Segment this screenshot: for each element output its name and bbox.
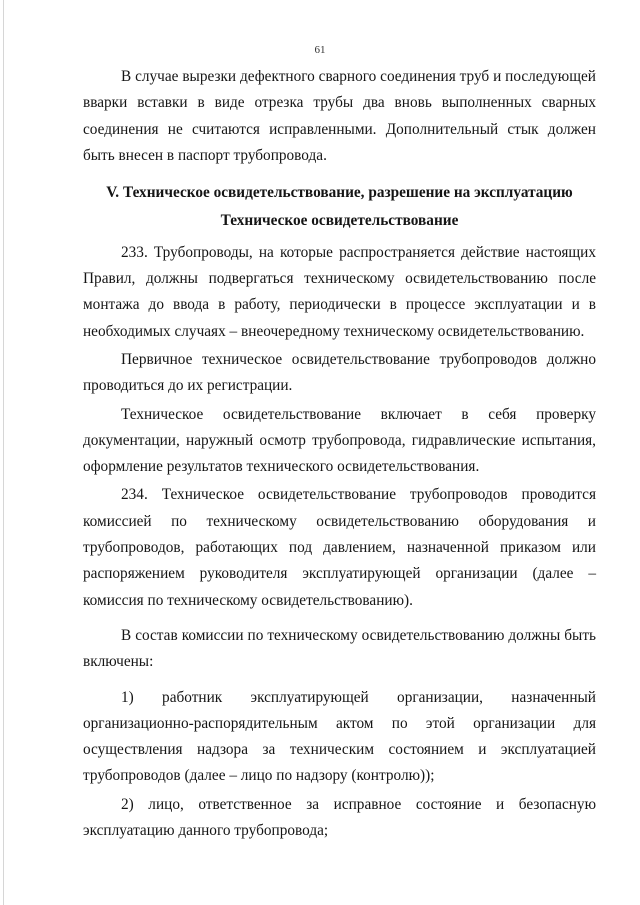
paragraph-233: 233. Трубопроводы, на которые распространяется действие настоящих Правил, должны подвергаться техническому освидетельствованию после монтажа до ввода в работу, периодически в процессе эксплуатации и в необходимых случаях – внеочередному техническому освидетельствованию. [83,243,596,340]
list-item-1: 1) работник эксплуатирующей организации, назначенный организационно-распорядительным актом по этой организации для осуществления надзора за техническим состоянием и эксплуатацией трубопроводов (далее – лицо по надзору (контролю)); [83,688,596,785]
paragraph-inspection-scope: Техническое освидетельствование включает в себя проверку документации, наружный осмотр трубопровода, гидравлические испытания, оформление результатов технического освидетельствования. [83,405,596,476]
document-body [83,64,596,844]
page-number: 61 [314,44,326,56]
section-title: V. Техническое освидетельствование, разрешение на эксплуатацию [106,184,573,202]
subsection-title: Техническое освидетельствование [220,212,459,230]
paragraph-primary-inspection: Первичное техническое освидетельствование трубопроводов должно проводиться до их регистрации. [83,350,596,395]
paragraph-commission-members: В состав комиссии по техническому освидетельствованию должны быть включены: [83,626,596,671]
paragraph-234: 234. Техническое освидетельствование трубопроводов проводится комиссией по техническому освидетельствованию оборудования и трубопроводов, работающих под давлением, назначенной приказом или распоряжением руководителя эксплуатирующей организации (далее – комиссия по техническому освидетельствованию). [83,486,596,609]
list-item-2: 2) лицо, ответственное за исправное состояние и безопасную эксплуатацию данного трубопровода; [83,795,596,840]
paragraph-welded-joint-repair: В случае вырезки дефектного сварного соединения труб и последующей вварки вставки в виде отрезка трубы два вновь выполненных сварных соединения не считаются исправленными. Дополнительный стык должен быть внесен в паспорт трубопровода. [83,68,596,164]
